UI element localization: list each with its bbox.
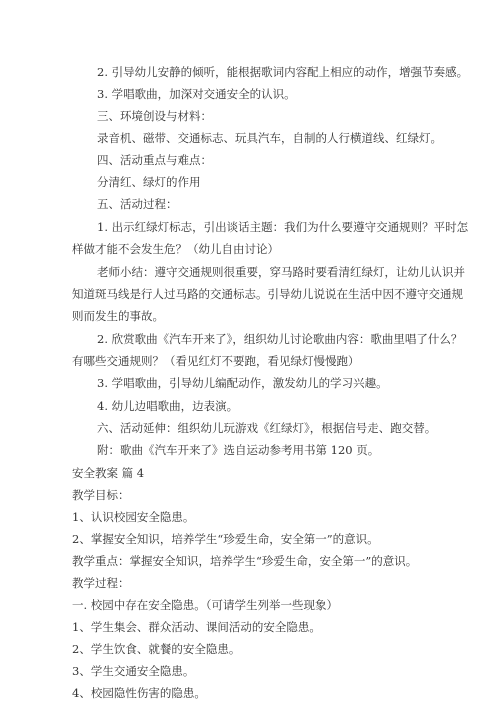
document-section-title: 安全教案 篇 4 [72, 466, 145, 480]
text-line: 录音机、磁带、交通标志、玩具汽车，自制的人行横道线、红绿灯。 [97, 131, 442, 145]
text-line: 样做才能不会发生危？（幼儿自由讨论） [72, 242, 279, 256]
section-heading: 三、环境创设与材料： [97, 109, 212, 123]
list-item: 3、学生交通安全隐患。 [72, 664, 195, 678]
text-line: 附：歌曲《汽车开来了》选自运动参考用书第 120 页。 [97, 443, 380, 457]
text-line: 2. 引导幼儿安静的倾听，能根据歌词内容配上相应的动作，增强节奏感。 [97, 65, 469, 79]
section-heading: 教学目标： [72, 488, 130, 502]
text-line: 则而发生的事故。 [72, 309, 164, 323]
text-line: 老师小结：遵守交通规则很重要，穿马路时要看清红绿灯，让幼儿认识并 [97, 265, 465, 279]
section-heading: 五、活动过程： [97, 197, 178, 211]
text-line: 一. 校园中存在安全隐患。（可请学生列举一些现象） [72, 598, 339, 612]
list-item: 2、学生饮食、就餐的安全隐患。 [72, 642, 241, 656]
text-line: 3. 学唱歌曲，加深对交通安全的认识。 [97, 87, 296, 101]
section-heading: 四、活动重点与难点： [97, 153, 212, 167]
text-line: 知道斑马线是行人过马路的交通标志。引导幼儿说说在生活中因不遵守交通规 [72, 287, 463, 301]
text-line: 有哪些交通规则？（看见红灯不要跑，看见绿灯慢慢跑） [72, 354, 360, 368]
text-line: 4. 幼儿边唱歌曲，边表演。 [97, 399, 239, 413]
text-line: 1. 出示红绿灯标志，引出谈话主题：我们为什么要遵守交通规则？平时怎 [97, 220, 469, 234]
list-item: 1、认识校园安全隐患。 [72, 510, 195, 524]
text-line: 2. 欣赏歌曲《汽车开来了》，组织幼儿讨论歌曲内容：歌曲里唱了什么？ [97, 332, 463, 346]
text-line: 分清红、绿灯的作用 [97, 175, 201, 189]
section-heading: 教学过程： [72, 576, 130, 590]
list-item: 4、校园隐性伤害的隐患。 [72, 686, 206, 700]
section-heading: 六、活动延伸：组织幼儿玩游戏《红绿灯》，根据信号走、跑交替。 [97, 421, 437, 435]
text-line: 3. 学唱歌曲，引导幼儿编配动作，激发幼儿的学习兴趣。 [97, 376, 388, 390]
list-item: 1、学生集会、群众活动、课间活动的安全隐患。 [72, 620, 321, 634]
text-line: 教学重点：掌握安全知识，培养学生“珍爱生命，安全第一”的意识。 [72, 554, 418, 568]
list-item: 2、掌握安全知识，培养学生“珍爱生命，安全第一”的意识。 [72, 532, 379, 546]
